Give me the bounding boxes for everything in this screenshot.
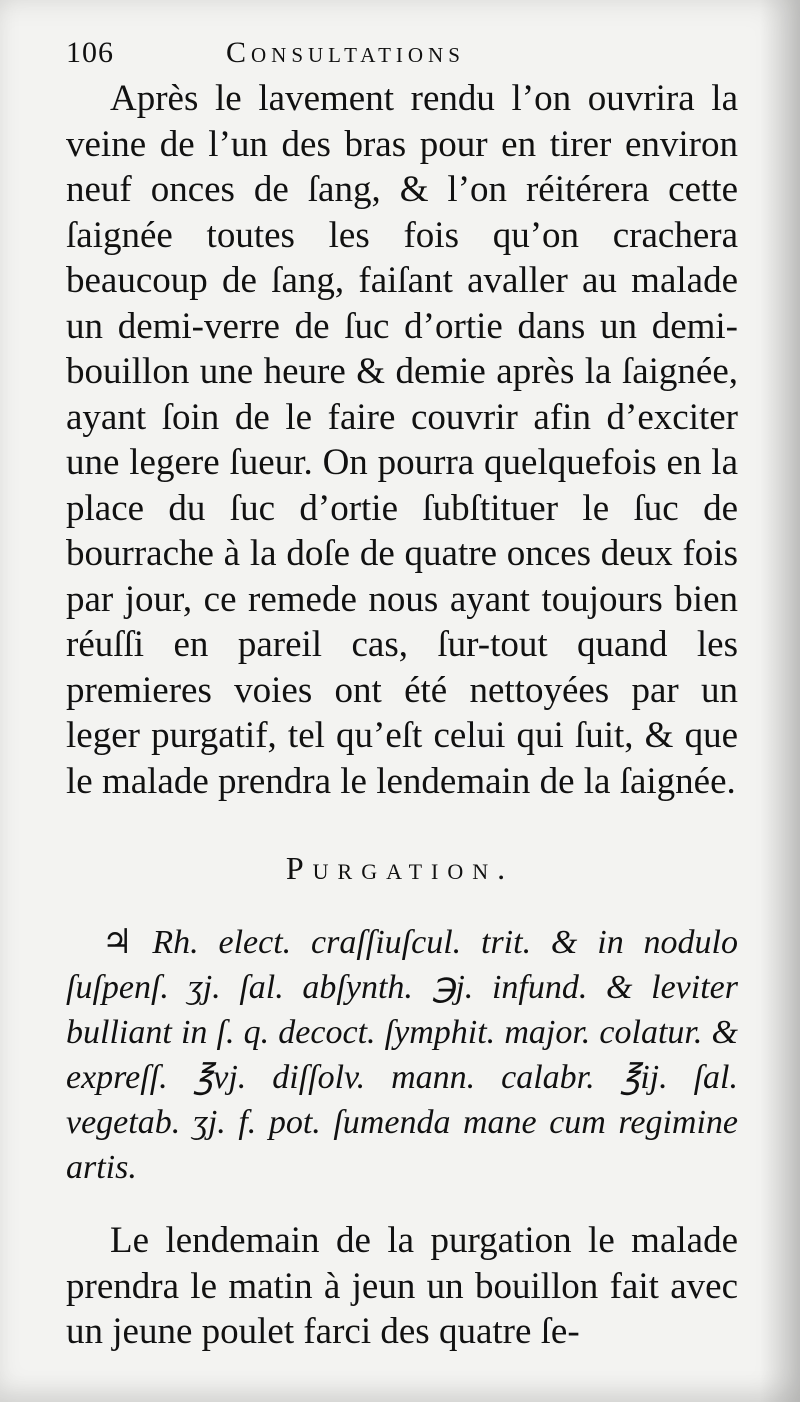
running-head: Consultations [226, 36, 465, 69]
page-header [66, 36, 726, 76]
section-heading: Purgation. [285, 850, 515, 886]
paragraph-next-day: Le lendemain de la purgation le malade prendra le matin à jeun un bouillon fait avec un jeune poulet farci des quatre ſe- [66, 1220, 738, 1352]
page-number: 106 [66, 36, 114, 69]
page-gutter-shadow [760, 0, 800, 1402]
paragraph-bloodletting: Après le lavement rendu l’on ouvrira la veine de l’un des bras pour en tirer environ neuf onces de ſang, & l’on réitérera cette ſaignée toutes les fois qu’on crachera beaucoup de ſang, faiſant avaller au malade un demi-verre de ſuc d’ortie dans un demi-bouillon une heure & demie après la ſaignée, ayant ſoin de le faire couvrir afin d’exciter une legere ſueur. On pourra quelquefois en la place du ſuc d’ortie ſubſtituer le ſuc de bourrache à la doſe de quatre onces deux fois par jour, ce remede nous ayant toujours bien réuſſi en pareil cas, ſur-tout quand les premieres voies ont été nettoyées par un leger purgatif, tel qu’eſt celui qui ſuit, & que le malade prendra le lendemain de la ſaignée. [66, 78, 738, 802]
prescription-text: ♃ Rh. elect. craſſiuſcul. trit. & in nodulo ſuſpenſ. ʒj. ſal. abſynth. ℈j. infund. & leviter bulliant in ſ. q. decoct. ſymphit. major. colatur. & expreſſ. ℥vj. diſſolv. mann. calabr. ℥ij. ſal. vegetab. ʒj. f. pot. ſumenda mane cum regimine artis. [66, 924, 738, 1186]
